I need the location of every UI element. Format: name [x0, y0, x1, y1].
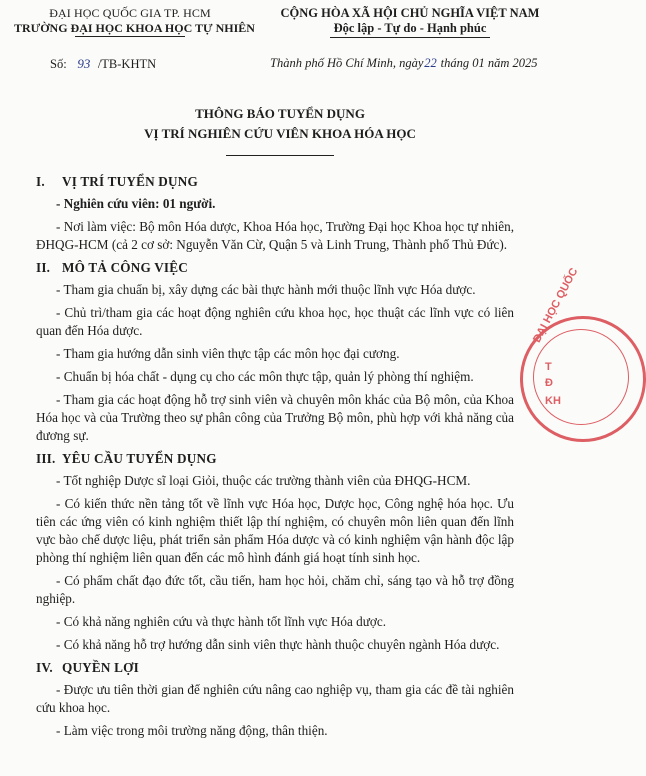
number-suffix: /TB-KHTN: [97, 57, 157, 71]
org-underline: [75, 36, 185, 37]
country-name: CỘNG HÒA XÃ HỘI CHỦ NGHĨA VIỆT NAM: [280, 6, 540, 20]
section-3-item-1: - Tốt nghiệp Dược sĩ loại Giỏi, thuộc các trường thành viên của ĐHQG-HCM.: [56, 473, 471, 488]
seal-text-line: T: [545, 361, 552, 373]
place-date-suffix: tháng 01 năm 2025: [440, 56, 538, 70]
issuing-organization: [14, 6, 255, 37]
section-number: IV.: [36, 660, 53, 675]
section-2-item-5: - Tham gia các hoạt động hỗ trợ sinh viên và chuyên môn khác của Bộ môn, của Khoa Hóa học và của Trường theo sự phân công của Trưởng Bộ môn, phù hợp với khả năng của đương sự.: [36, 392, 514, 443]
seal-text-line: Đ: [545, 377, 553, 389]
date-day-handwritten: 22: [424, 56, 437, 70]
section-number: II.: [36, 260, 51, 275]
section-heading-2: [36, 259, 514, 277]
section-3-item-2: - Có kiến thức nền tảng tốt về lĩnh vực Hóa học, Dược học, Công nghệ hóa học. Ưu tiên các ứng viên có kinh nghiệm thiết lập thí nghiệm, có chuyên môn liên quan đến lĩnh vực bào chế dược liệu, phát triển sản phẩm Hóa dược và có kinh nghiệm vận hành độc lập phòng thí nghiệm liên quan đến các mô hình đánh giá hoạt tính sinh học.: [36, 496, 514, 565]
number-handwritten: 93: [77, 56, 91, 71]
section-title: VỊ TRÍ TUYỂN DỤNG: [62, 174, 198, 189]
section-4-item-1: - Được ưu tiên thời gian để nghiên cứu nâng cao nghiệp vụ, tham gia các đề tài nghiên cứu khoa học.: [36, 682, 514, 715]
national-motto: Độc lập - Tự do - Hạnh phúc: [333, 21, 487, 35]
notice-title: THÔNG BÁO TUYỂN DỤNG: [195, 106, 365, 121]
section-title: YÊU CẦU TUYỂN DỤNG: [62, 451, 217, 466]
section-2-item-2: - Chủ trì/tham gia các hoạt động nghiên cứu khoa học, học thuật các lĩnh vực có liên quan đến Hóa dược.: [36, 305, 514, 338]
parent-organization: ĐẠI HỌC QUỐC GIA TP. HCM: [49, 6, 211, 20]
section-2-item-4: - Chuẩn bị hóa chất - dụng cụ cho các môn thực tập, quản lý phòng thí nghiệm.: [56, 369, 474, 384]
university-name: TRƯỜNG ĐẠI HỌC KHOA HỌC TỰ NHIÊN: [14, 21, 255, 35]
section-1-item-1: - Nghiên cứu viên: 01 người.: [56, 196, 216, 211]
national-heading: [262, 6, 558, 38]
section-4-item-2: - Làm việc trong môi trường năng động, thân thiện.: [56, 723, 328, 738]
section-number: III.: [36, 451, 56, 466]
section-3-item-5: - Có khả năng hỗ trợ hướng dẫn sinh viên thực hành thuộc chuyên ngành Hóa dược.: [56, 637, 500, 652]
motto-underline: [330, 37, 490, 38]
section-title: MÔ TẢ CÔNG VIỆC: [62, 260, 188, 275]
section-heading-4: [36, 659, 514, 677]
number-prefix: Số:: [50, 57, 67, 71]
seal-arc-text: ĐẠI HỌC QUỐC: [531, 266, 581, 345]
official-seal-stamp: [520, 266, 646, 442]
section-heading-3: [36, 450, 514, 468]
notice-subtitle: VỊ TRÍ NGHIÊN CỨU VIÊN KHOA HÓA HỌC: [144, 126, 416, 141]
section-heading-1: [36, 173, 514, 191]
seal-text-line: KH: [545, 395, 561, 407]
place-date-prefix: Thành phố Hồ Chí Minh, ngày: [270, 56, 424, 70]
section-2-item-3: - Tham gia hướng dẫn sinh viên thực tập các môn học đại cương.: [56, 346, 400, 361]
notice-body: [36, 173, 514, 745]
section-number: I.: [36, 174, 45, 189]
section-3-item-4: - Có khả năng nghiên cứu và thực hành tốt lĩnh vực Hóa dược.: [56, 614, 387, 629]
section-3-item-3: - Có phẩm chất đạo đức tốt, cầu tiến, ham học hỏi, chăm chỉ, sáng tạo và hỗ trợ đồng nghiệp.: [36, 573, 514, 606]
place-and-date: [270, 56, 537, 71]
section-1-item-2: - Nơi làm việc: Bộ môn Hóa dược, Khoa Hóa học, Trường Đại học Khoa học tự nhiên, ĐHQG-HCM (cả 2 cơ sở: Nguyễn Văn Cừ, Quận 5 và Linh Trung, Thành phố Thủ Đức).: [36, 219, 514, 252]
title-underline: [226, 155, 334, 156]
section-title: QUYỀN LỢI: [62, 660, 139, 675]
section-2-item-1: - Tham gia chuẩn bị, xây dựng các bài thực hành mới thuộc lĩnh vực Hóa dược.: [56, 282, 476, 297]
document-number: [50, 56, 156, 72]
